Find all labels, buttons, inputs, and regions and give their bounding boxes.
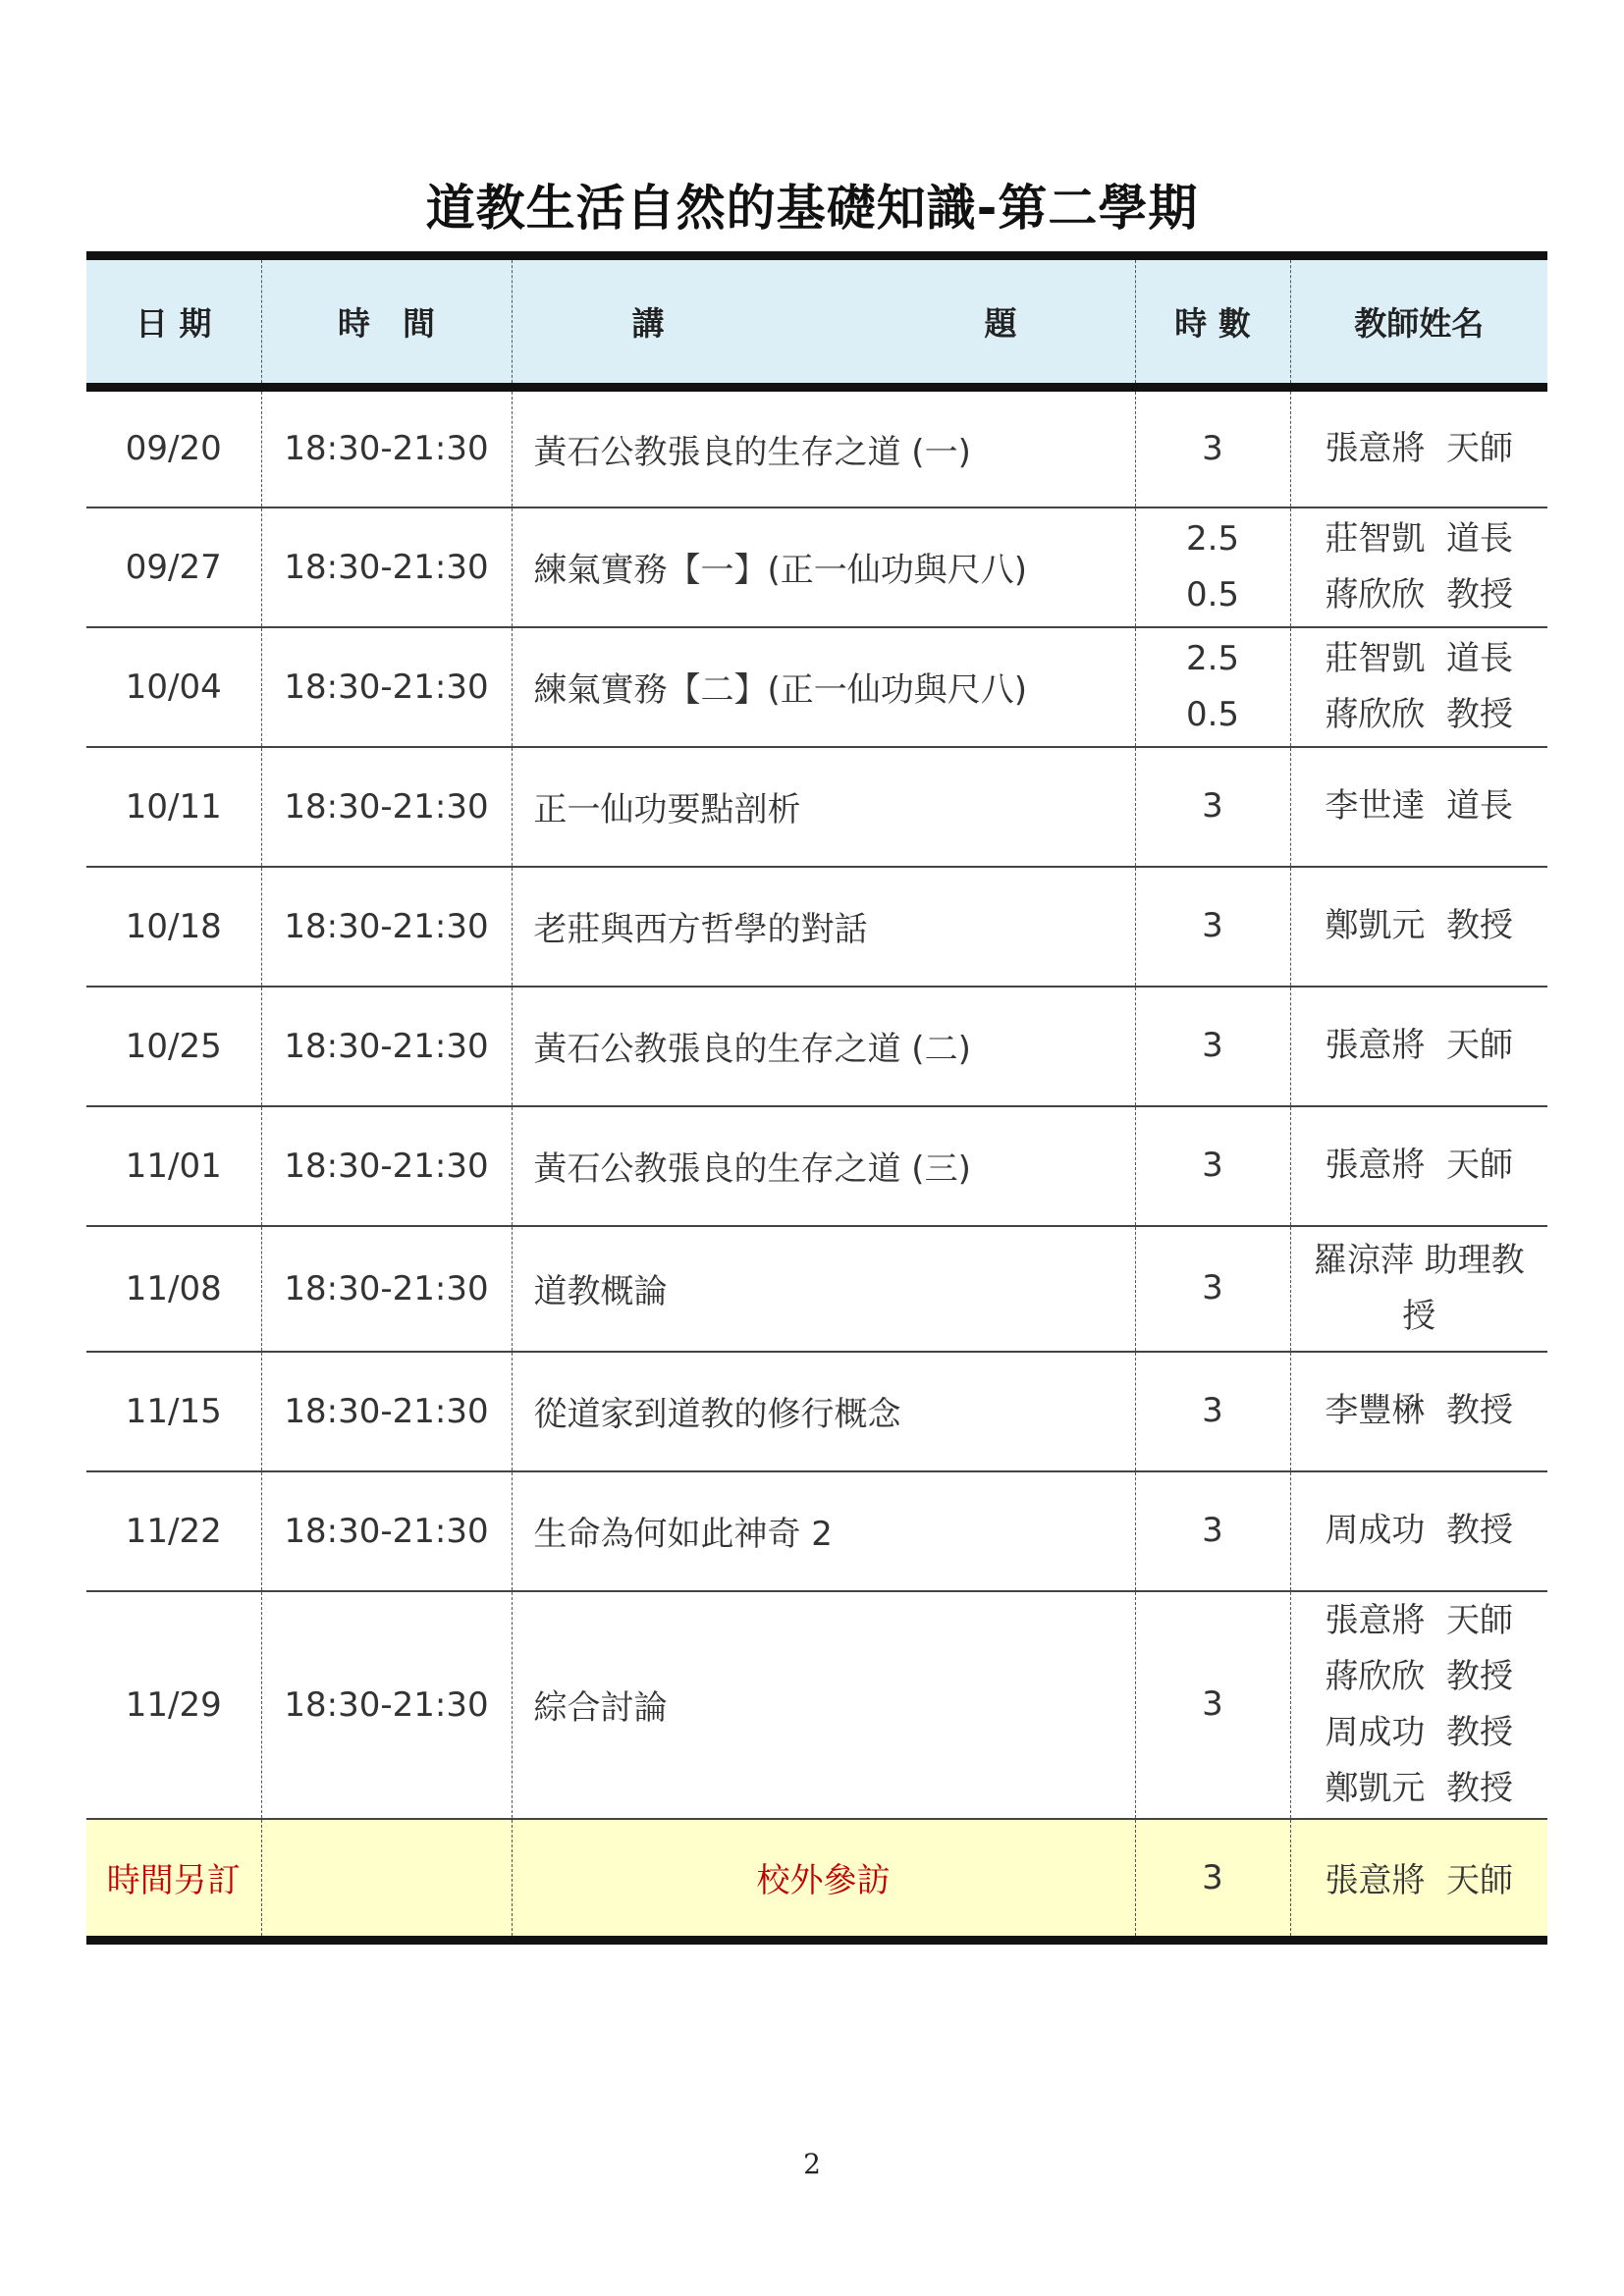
hours-cell — [1135, 867, 1290, 987]
hours-value: 3 — [1202, 906, 1223, 945]
table-header-row — [86, 256, 1547, 388]
teacher-cell — [1290, 1471, 1547, 1591]
time-cell: 18:30-21:30 — [261, 1226, 512, 1352]
table-row — [86, 388, 1547, 507]
teacher-name: 羅涼萍 助理教 — [1313, 1240, 1525, 1280]
teacher-cell — [1290, 1591, 1547, 1819]
date-cell: 10/04 — [86, 627, 261, 747]
time-cell: 18:30-21:30 — [261, 987, 512, 1106]
hours-value: 3 — [1202, 1268, 1223, 1308]
teacher-name: 張意將 天師 — [1325, 1026, 1514, 1065]
date-cell: 10/11 — [86, 747, 261, 867]
date-cell: 11/29 — [86, 1591, 261, 1819]
table-row — [86, 747, 1547, 867]
table-row — [86, 867, 1547, 987]
teacher-name: 周成功 教授 — [1325, 1712, 1514, 1752]
special-teacher-cell: 張意將 天師 — [1290, 1819, 1547, 1941]
time-cell: 18:30-21:30 — [261, 1471, 512, 1591]
hours-value: 2.5 — [1185, 638, 1240, 678]
time-cell: 18:30-21:30 — [261, 1352, 512, 1471]
hours-cell — [1135, 1106, 1290, 1226]
table-row — [86, 987, 1547, 1106]
hours-cell — [1135, 1352, 1290, 1471]
teacher-name: 張意將 天師 — [1325, 1146, 1514, 1185]
hours-value: 2.5 — [1185, 518, 1240, 559]
table-row — [86, 507, 1547, 627]
teacher-name: 蔣欣欣 教授 — [1325, 694, 1514, 734]
hours-value: 3 — [1202, 1684, 1223, 1724]
hours-value: 3 — [1202, 786, 1223, 826]
time-cell: 18:30-21:30 — [261, 1591, 512, 1819]
teacher-cell — [1290, 747, 1547, 867]
date-cell: 09/20 — [86, 388, 261, 507]
topic-cell: 從道家到道教的修行概念 — [512, 1352, 1135, 1471]
header-topic-left: 講 — [631, 304, 665, 343]
topic-cell: 黃石公教張良的生存之道 (三) — [512, 1106, 1135, 1226]
time-cell: 18:30-21:30 — [261, 507, 512, 627]
date-cell: 11/15 — [86, 1352, 261, 1471]
hours-cell — [1135, 987, 1290, 1106]
table-row — [86, 1471, 1547, 1591]
special-hours-cell: 3 — [1135, 1819, 1290, 1941]
teacher-name: 莊智凱 道長 — [1325, 638, 1514, 678]
date-cell: 10/25 — [86, 987, 261, 1106]
hours-value: 3 — [1202, 1026, 1223, 1065]
header-topic-right: 題 — [984, 304, 1017, 343]
topic-cell: 練氣實務【二】(正一仙功與尺八) — [512, 627, 1135, 747]
teacher-name: 鄭凱元 教授 — [1325, 906, 1514, 945]
teacher-name: 莊智凱 道長 — [1325, 518, 1514, 559]
time-cell: 18:30-21:30 — [261, 388, 512, 507]
teacher-name: 鄭凱元 教授 — [1325, 1768, 1514, 1808]
topic-cell: 綜合討論 — [512, 1591, 1135, 1819]
hours-cell — [1135, 1471, 1290, 1591]
teacher-cell — [1290, 507, 1547, 627]
teacher-name: 張意將 天師 — [1325, 1600, 1514, 1640]
table-row — [86, 1352, 1547, 1471]
topic-cell: 老莊與西方哲學的對話 — [512, 867, 1135, 987]
teacher-cell — [1290, 388, 1547, 507]
hours-cell — [1135, 747, 1290, 867]
table-row — [86, 627, 1547, 747]
teacher-name: 張意將 天師 — [1325, 428, 1514, 468]
topic-cell: 黃石公教張良的生存之道 (二) — [512, 987, 1135, 1106]
hours-cell — [1135, 627, 1290, 747]
special-date-cell: 時間另訂 — [86, 1819, 261, 1941]
table-row — [86, 1106, 1547, 1226]
document-title: 道教生活自然的基礎知識-第二學期 — [425, 180, 1199, 237]
date-cell: 09/27 — [86, 507, 261, 627]
header-date: 日 期 — [86, 256, 261, 388]
teacher-cell — [1290, 1226, 1547, 1352]
time-cell: 18:30-21:30 — [261, 747, 512, 867]
hours-value: 0.5 — [1185, 694, 1240, 734]
table-row-special — [86, 1819, 1547, 1941]
teacher-name: 李世達 道長 — [1325, 786, 1514, 826]
teacher-name: 蔣欣欣 教授 — [1325, 1656, 1514, 1696]
hours-value: 3 — [1202, 428, 1223, 468]
header-hours: 時 數 — [1135, 256, 1290, 388]
hours-cell — [1135, 507, 1290, 627]
hours-value: 0.5 — [1185, 574, 1240, 614]
hours-cell — [1135, 1591, 1290, 1819]
special-topic-cell: 校外參訪 — [512, 1819, 1135, 1941]
date-cell: 11/22 — [86, 1471, 261, 1591]
hours-value: 3 — [1202, 1146, 1223, 1185]
hours-cell — [1135, 1226, 1290, 1352]
special-time-cell — [261, 1819, 512, 1941]
topic-cell: 正一仙功要點剖析 — [512, 747, 1135, 867]
header-teacher: 教師姓名 — [1290, 256, 1547, 388]
time-cell: 18:30-21:30 — [261, 867, 512, 987]
teacher-cell — [1290, 867, 1547, 987]
topic-cell: 練氣實務【一】(正一仙功與尺八) — [512, 507, 1135, 627]
teacher-name: 授 — [1402, 1296, 1436, 1336]
topic-cell: 黃石公教張良的生存之道 (一) — [512, 388, 1135, 507]
header-topic — [512, 256, 1135, 388]
page-number: 2 — [803, 2148, 821, 2180]
hours-value: 3 — [1202, 1391, 1223, 1430]
topic-cell: 生命為何如此神奇 2 — [512, 1471, 1135, 1591]
date-cell: 10/18 — [86, 867, 261, 987]
table-row — [86, 1226, 1547, 1352]
time-cell: 18:30-21:30 — [261, 627, 512, 747]
teacher-cell — [1290, 987, 1547, 1106]
teacher-name: 李豐楙 教授 — [1325, 1391, 1514, 1430]
teacher-name: 蔣欣欣 教授 — [1325, 574, 1514, 614]
date-cell: 11/08 — [86, 1226, 261, 1352]
topic-cell: 道教概論 — [512, 1226, 1135, 1352]
header-time: 時 間 — [261, 256, 512, 388]
hours-value: 3 — [1202, 1511, 1223, 1550]
course-schedule-table — [86, 251, 1547, 1945]
teacher-name: 周成功 教授 — [1325, 1511, 1514, 1550]
teacher-cell — [1290, 627, 1547, 747]
time-cell: 18:30-21:30 — [261, 1106, 512, 1226]
hours-cell — [1135, 388, 1290, 507]
teacher-cell — [1290, 1352, 1547, 1471]
table-body — [86, 388, 1547, 1941]
teacher-cell — [1290, 1106, 1547, 1226]
date-cell: 11/01 — [86, 1106, 261, 1226]
table-row — [86, 1591, 1547, 1819]
